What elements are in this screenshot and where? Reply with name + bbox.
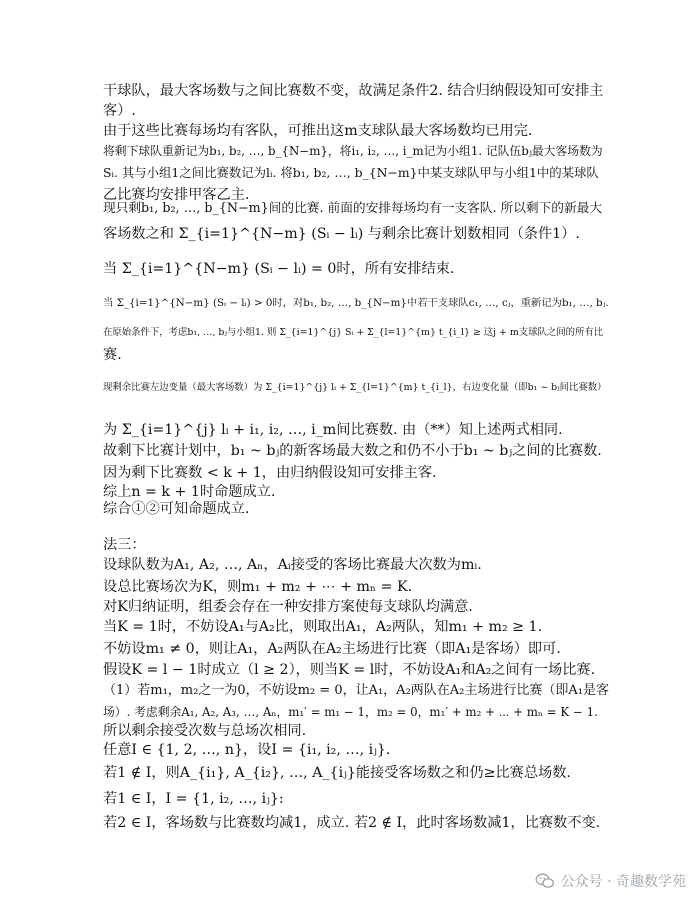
section-heading: 法三： — [103, 537, 146, 553]
text-line: 对K归纳证明，组委会存在一种安排方案使每支球队均满意. — [103, 599, 473, 615]
wechat-icon — [535, 873, 555, 889]
text-line: 故剩下比赛计划中，b₁ ~ bⱼ的新客场最大数之和仍不小于b₁ ~ bⱼ之间的比赛数. — [103, 443, 602, 459]
text-line: （1）若m₁，m₂之一为0，不妨设m₂ = 0，让A₁，A₂两队在A₂主场进行比赛（即A₁是客 — [103, 683, 609, 698]
text-line: 若1 ∉ I，则A_{i₁}, A_{i₂}, …, A_{iⱼ}能接受客场数之和仍≥比赛总场数. — [103, 765, 571, 781]
text-line: 在原始条件下，考虑b₁, …, bⱼ与小组1. 则 Σ_{i=1}^{j} Sᵢ + Σ_{l=1}^{m} t_{i_l} ≥ 这j + m支球队之间的所有比 — [103, 327, 604, 338]
text-line: 任意I ∈ {1, 2, …, n}，设I = {i₁, i₂, …, iⱼ}. — [103, 742, 391, 758]
text-line: 综上n = k + 1时命题成立. — [103, 484, 276, 500]
text-line: 若1 ∈ I，I = {1, i₂, …, iⱼ}: — [103, 791, 284, 807]
watermark-text: 公众号 · 奇趣数学苑 — [560, 874, 686, 890]
text-line: 因为剩下比赛数 < k + 1，由归纳假设知可安排主客. — [103, 465, 437, 481]
text-line: 若2 ∈ I，客场数与比赛数均减1，成立. 若2 ∉ I，此时客场数减1，比赛数不变. — [103, 815, 601, 831]
watermark — [535, 871, 686, 891]
text-line: 不妨设m₁ ≠ 0，则让A₁，A₂两队在A₂主场进行比赛（即A₁是客场）即可. — [103, 641, 561, 657]
text-line: 设总比赛场次为K，则m₁ + m₂ + ⋯ + mₙ = K. — [103, 579, 413, 595]
text-line: Sᵢ. 其与小组1之间比赛数记为lᵢ. 将b₁, b₂, …, b_{N−m}中某支球队甲与小组1中的某球队 — [103, 165, 599, 180]
text-line: 设球队数为A₁, A₂, …, Aₙ，Aᵢ接受的客场比赛最大次数为mᵢ. — [103, 557, 482, 573]
text-line: 赛. — [103, 347, 122, 363]
text-line: 现剩余比赛左边变量（最大客场数）为 Σ_{i=1}^{j} lᵢ + Σ_{l=1}^{m} t_{i_l}，右边变化量（即b₁ ~ bⱼ间比赛数） — [103, 382, 607, 393]
text-line: 乙比赛均安排甲客乙主. — [103, 187, 250, 203]
text-line: 综合①②可知命题成立. — [103, 501, 250, 517]
text-line: 当 Σ_{i=1}^{N−m} (Sᵢ − lᵢ) > 0时，对b₁, b₂, …, b_{N−m}中若干支球队c₁, …, cⱼ，重新记为b₁, …, bⱼ. — [103, 297, 609, 309]
text-line: 由于这些比赛每场均有客队，可推出这m支球队最大客场数均已用完. — [103, 123, 533, 139]
text-line: 当 Σ_{i=1}^{N−m} (Sᵢ − lᵢ) = 0时，所有安排结束. — [103, 261, 455, 277]
text-line: 所以剩余接受次数与总场次相同. — [103, 723, 307, 739]
text-line: 客场数之和 Σ_{i=1}^{N−m} (Sᵢ − lᵢ) 与剩余比赛计划数相同（条件1）. — [103, 226, 580, 242]
text-line: 当K = 1时，不妨设A₁与A₂比，则取出A₁，A₂两队，知m₁ + m₂ ≥ 1. — [103, 619, 543, 635]
text-line: 将剩下球队重新记为b₁, b₂, …, b_{N−m}，将i₁, i₂, …, i_m记为小组1. 记队伍bⱼ最大客场数为 — [103, 144, 603, 158]
text-line: 场）. 考虑剩余A₁, A₂, A₃, …, Aₙ，m₁′ = m₁ − 1，m₂ = 0，m₁′ + m₂ + ⋯ + mₙ = K − 1. — [103, 705, 598, 719]
text-line: 现只剩b₁, b₂, …, b_{N−m}间的比赛. 前面的安排每场均有一支客队. 所以剩下的新最大 — [103, 200, 603, 215]
text-line: 假设K = l − 1时成立（l ≥ 2），则当K = l时，不妨设A₁和A₂之间有一场比赛. — [103, 662, 596, 678]
text-line: 为 Σ_{i=1}^{j} lᵢ + i₁, i₂, …, i_m间比赛数. 由（**）知上述两式相同. — [103, 422, 563, 438]
text-line: 干球队，最大客场数与之间比赛数不变，故满足条件2. 结合归纳假设知可安排主 — [103, 83, 604, 99]
text-line: 客）. — [103, 103, 136, 119]
